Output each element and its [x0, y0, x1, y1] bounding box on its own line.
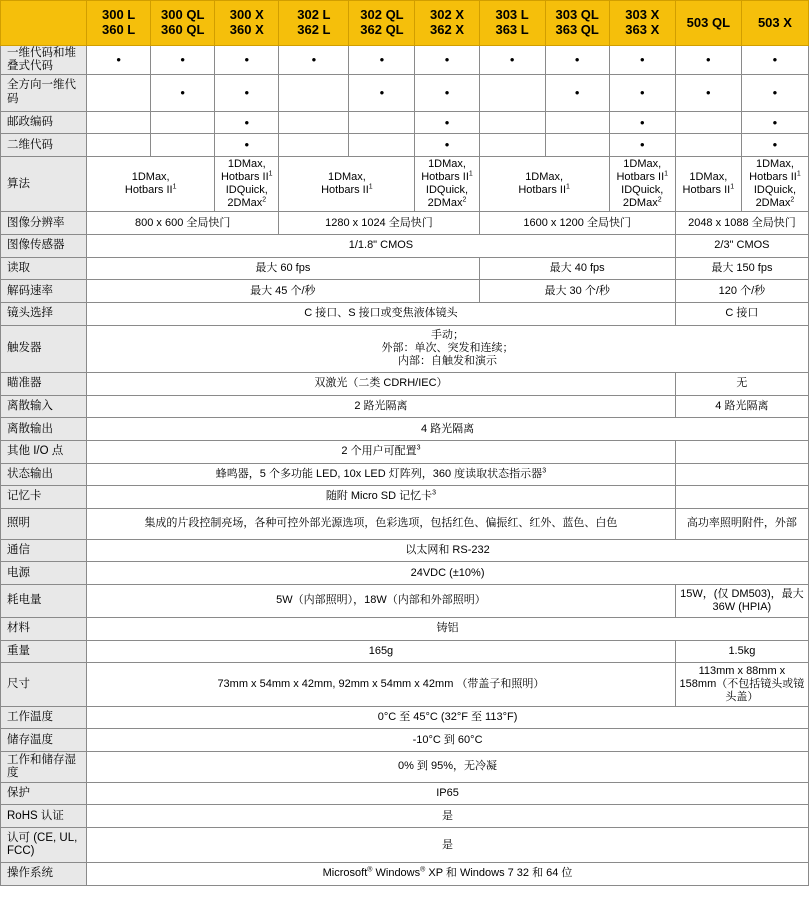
support-dot: •: [87, 46, 151, 74]
row-label: 镜头选择: [1, 302, 87, 325]
spec-value: 2048 x 1088 全局快门: [675, 212, 808, 235]
spec-value-line: [418, 171, 475, 184]
spec-text: 1DMax,: [623, 157, 662, 170]
model-name: 362 L: [297, 22, 331, 38]
footnote-mark: ®: [367, 866, 373, 874]
row-operating-temp: [1, 706, 809, 729]
support-dot: •: [349, 46, 415, 74]
model-header: [545, 1, 609, 46]
spec-value: [675, 440, 808, 463]
spec-value: [151, 134, 215, 157]
spec-value-line: [425, 867, 572, 879]
model-name: 362 QL: [360, 22, 404, 38]
spec-value: [415, 156, 479, 211]
row-rohs: [1, 805, 809, 828]
row-2d: [1, 134, 809, 157]
support-dot: •: [151, 46, 215, 74]
spec-value: 最大 60 fps: [87, 257, 479, 280]
spec-value-line: [218, 158, 275, 171]
row-label: 通信: [1, 539, 87, 562]
spec-text: Hotbars II: [220, 170, 269, 183]
row-label: 工作温度: [1, 706, 87, 729]
support-dot: •: [741, 111, 808, 134]
spec-text: Hotbars II: [321, 184, 369, 197]
spec-text: 1DMax,: [131, 170, 170, 183]
spec-value: 4 路光隔离: [675, 395, 808, 418]
model-name: 300 L: [102, 7, 136, 23]
model-name: 363 L: [495, 22, 529, 38]
row-label: 图像传感器: [1, 234, 87, 257]
row-other-io: [1, 440, 809, 463]
support-dot: •: [415, 74, 479, 111]
spec-value: [675, 486, 808, 509]
spec-value: -10°C 到 60°C: [87, 729, 809, 752]
row-os: [1, 863, 809, 886]
spec-value: 113mm x 88mm x 158mm（不包括镜头或镜头盖）: [675, 663, 808, 706]
row-protection: [1, 782, 809, 805]
model-header: [215, 1, 279, 46]
row-label: 触发器: [1, 325, 87, 372]
spec-value: [279, 111, 349, 134]
spec-value-line: [90, 490, 672, 503]
support-dot: •: [415, 134, 479, 157]
spec-value-line: [483, 184, 606, 197]
row-postal: [1, 111, 809, 134]
support-dot: •: [545, 74, 609, 111]
spec-text: 2 个用户可配置: [341, 445, 417, 458]
spec-text: 2DMax: [755, 197, 791, 210]
spec-value: [349, 111, 415, 134]
spec-value: [151, 111, 215, 134]
spec-value: 最大 45 个/秒: [87, 280, 479, 303]
model-name: 360 L: [102, 22, 136, 38]
row-label: 离散输出: [1, 418, 87, 441]
spec-value-line: [323, 867, 373, 879]
row-label: 二维代码: [1, 134, 87, 157]
footnote-mark: 2: [462, 196, 467, 204]
row-label: 全方向一维代码: [1, 74, 87, 111]
row-label: 材料: [1, 618, 87, 641]
spec-value-line: [218, 184, 275, 197]
footnote-mark: 1: [172, 183, 177, 191]
row-power: [1, 562, 809, 585]
model-header: [741, 1, 808, 46]
spec-value: 1/1.8" CMOS: [87, 234, 676, 257]
row-algorithm: [1, 156, 809, 211]
row-label: 尺寸: [1, 663, 87, 706]
footnote-mark: 3: [416, 444, 421, 452]
spec-text: IDQuick,: [425, 184, 469, 197]
spec-value: [87, 134, 151, 157]
support-dot: •: [675, 46, 741, 74]
model-header: [609, 1, 675, 46]
model-name: 302 X: [430, 7, 465, 23]
spec-text: Hotbars II: [124, 184, 173, 197]
spec-text: 1DMax,: [227, 157, 266, 170]
footnote-mark: 2: [790, 196, 795, 204]
spec-value: [675, 134, 741, 157]
spec-value-line: [282, 184, 411, 197]
spec-value: [741, 156, 808, 211]
model-header: [87, 1, 151, 46]
spec-value: [675, 156, 741, 211]
row-label: 储存温度: [1, 729, 87, 752]
row-label: RoHS 认证: [1, 805, 87, 828]
spec-value: 最大 30 个/秒: [479, 280, 675, 303]
model-name: 303 L: [495, 7, 529, 23]
support-dot: •: [349, 74, 415, 111]
row-communication: [1, 539, 809, 562]
spec-value: 无: [675, 372, 808, 395]
model-header: [349, 1, 415, 46]
spec-value: IP65: [87, 782, 809, 805]
spec-value-line: [90, 329, 805, 342]
spec-value: 800 x 600 全局快门: [87, 212, 279, 235]
spec-value: 73mm x 54mm x 42mm, 92mm x 54mm x 42mm （带盖子和照明）: [87, 663, 676, 706]
spec-value: 是: [87, 828, 809, 863]
row-label: 瞄准器: [1, 372, 87, 395]
model-name: 360 X: [229, 22, 264, 38]
footnote-mark: 1: [566, 183, 570, 191]
support-dot: •: [215, 134, 279, 157]
model-name: 503 X: [757, 14, 792, 30]
spec-value-line: [282, 171, 411, 184]
spec-value: [675, 463, 808, 486]
spec-value: 0°C 至 45°C (32°F 至 113°F): [87, 706, 809, 729]
spec-text: Windows: [372, 867, 421, 880]
row-discrete-out: [1, 418, 809, 441]
spec-value: 2/3" CMOS: [675, 234, 808, 257]
model-header: [415, 1, 479, 46]
spec-text: 手动；: [431, 329, 465, 341]
footnote-mark: 1: [796, 170, 801, 178]
row-resolution: [1, 212, 809, 235]
spec-value: [545, 134, 609, 157]
model-name: 300 QL: [161, 7, 205, 23]
row-decode-rate: [1, 280, 809, 303]
support-dot: •: [215, 74, 279, 111]
model-name: 302 QL: [360, 7, 404, 23]
model-name: 363 X: [625, 22, 660, 38]
model-header: [479, 1, 545, 46]
row-read: [1, 257, 809, 280]
spec-value: [87, 74, 151, 111]
spec-value: 是: [87, 805, 809, 828]
spec-text: IDQuick,: [225, 184, 268, 197]
spec-value-line: [372, 867, 425, 879]
spec-text: 2DMax: [622, 197, 658, 210]
model-name: 302 L: [297, 7, 331, 23]
spec-text: Hotbars II: [616, 170, 665, 183]
spec-value-line: [418, 158, 475, 171]
model-name: 300 X: [229, 7, 264, 23]
spec-value: [609, 156, 675, 211]
spec-value-line: [90, 171, 211, 184]
row-label: 操作系统: [1, 863, 87, 886]
row-memory-card: [1, 486, 809, 509]
spec-value-line: [745, 158, 805, 171]
spec-value-line: [483, 171, 606, 184]
spec-text: 外部：单次、突发和连续；: [381, 342, 514, 355]
footnote-mark: 2: [262, 196, 267, 204]
row-label: 读取: [1, 257, 87, 280]
spec-value: 集成的片段控制亮场，各种可控外部光源选项，色彩选项，包括红色、偏振红、红外、蓝色、白色: [87, 508, 676, 539]
support-dot: •: [741, 46, 808, 74]
model-header: [151, 1, 215, 46]
spec-text: 1DMax,: [525, 170, 564, 183]
row-aimer: [1, 372, 809, 395]
model-name: 303 QL: [555, 7, 599, 23]
spec-value-line: [745, 184, 805, 197]
row-label: 记忆卡: [1, 486, 87, 509]
footnote-mark: 3: [542, 467, 547, 475]
spec-text: IDQuick,: [621, 184, 664, 197]
spec-value: [349, 134, 415, 157]
model-header: [279, 1, 349, 46]
spec-text: 内部：自触发和演示: [398, 355, 498, 368]
spec-value-line: [218, 197, 275, 210]
footnote-mark: 1: [730, 183, 735, 191]
row-omni-1d: [1, 74, 809, 111]
footnote-mark: 1: [268, 170, 273, 178]
spec-value: 1280 x 1024 全局快门: [279, 212, 479, 235]
row-material: [1, 618, 809, 641]
spec-value-line: [418, 197, 475, 210]
spec-value: [279, 134, 349, 157]
spec-value-line: [613, 171, 672, 184]
spec-value: [87, 863, 809, 886]
model-name: 363 QL: [555, 22, 599, 38]
support-dot: •: [415, 46, 479, 74]
spec-value-line: [745, 197, 805, 210]
spec-value: [87, 463, 676, 486]
footnote-mark: 1: [664, 170, 669, 178]
spec-value: 4 路光隔离: [87, 418, 809, 441]
footnote-mark: 1: [368, 183, 373, 191]
spec-value: [87, 486, 676, 509]
spec-value: 最大 150 fps: [675, 257, 808, 280]
spec-value: [87, 111, 151, 134]
support-dot: •: [741, 134, 808, 157]
spec-value-line: [679, 184, 738, 197]
row-label: 离散输入: [1, 395, 87, 418]
row-label: 邮政编码: [1, 111, 87, 134]
spec-text: Hotbars II: [518, 184, 567, 197]
row-label: 解码速率: [1, 280, 87, 303]
row-trigger: [1, 325, 809, 372]
row-power-consumption: [1, 585, 809, 618]
spec-value-line: [613, 197, 672, 210]
footnote-mark: 2: [657, 196, 662, 204]
model-name: 303 X: [625, 7, 660, 23]
spec-text: 2DMax: [227, 197, 263, 210]
row-status-output: [1, 463, 809, 486]
spec-value: 最大 40 fps: [479, 257, 675, 280]
support-dot: •: [609, 111, 675, 134]
spec-value: 双激光（二类 CDRH/IEC）: [87, 372, 676, 395]
row-discrete-in: [1, 395, 809, 418]
spec-value: 1.5kg: [675, 640, 808, 663]
spec-value: [87, 440, 676, 463]
spec-text: Hotbars II: [749, 170, 797, 183]
row-humidity: [1, 751, 809, 782]
support-dot: •: [609, 46, 675, 74]
footnote-mark: ®: [420, 866, 426, 874]
spec-text: IDQuick,: [753, 184, 797, 197]
spec-value: C 接口、S 接口或变焦液体镜头: [87, 302, 676, 325]
support-dot: •: [279, 46, 349, 74]
spec-value-line: [418, 184, 475, 197]
spec-value-line: [90, 184, 211, 197]
row-weight: [1, 640, 809, 663]
spec-value: [479, 111, 545, 134]
support-dot: •: [609, 134, 675, 157]
spec-value: 120 个/秒: [675, 280, 808, 303]
row-label: 一维代码和堆叠式代码: [1, 46, 87, 74]
spec-text: XP 和 Windows 7 32 和 64 位: [425, 867, 573, 880]
spec-value: 铸铝: [87, 618, 809, 641]
support-dot: •: [215, 46, 279, 74]
row-label: 认可 (CE, UL, FCC): [1, 828, 87, 863]
model-name: 360 QL: [161, 22, 205, 38]
spec-text: 2DMax: [427, 197, 463, 210]
spec-value: 24VDC (±10%): [87, 562, 809, 585]
spec-text: 1DMax,: [327, 170, 366, 183]
spec-value: [479, 74, 545, 111]
spec-value: 高功率照明附件，外部: [675, 508, 808, 539]
header-row: [1, 1, 809, 46]
spec-value-line: [90, 342, 805, 355]
spec-value: [87, 156, 215, 211]
spec-text: Microsoft: [322, 867, 368, 880]
spec-value-line: [613, 184, 672, 197]
spec-value-line: [679, 171, 738, 184]
row-1d-stacked: [1, 46, 809, 74]
spec-value-line: [90, 355, 805, 368]
spec-value: 5W（内部照明），18W（内部和外部照明）: [87, 585, 676, 618]
spec-value-line: [90, 468, 672, 481]
model-header: [675, 1, 741, 46]
spec-value-line: [90, 445, 672, 458]
spec-value: 以太网和 RS-232: [87, 539, 809, 562]
footnote-mark: 1: [468, 170, 473, 178]
model-name: 362 X: [430, 22, 465, 38]
spec-value: 1600 x 1200 全局快门: [479, 212, 675, 235]
spec-text: 1DMax,: [689, 170, 728, 183]
support-dot: •: [545, 46, 609, 74]
row-sensor: [1, 234, 809, 257]
support-dot: •: [675, 74, 741, 111]
support-dot: •: [415, 111, 479, 134]
spec-value: 0% 到 95%，无冷凝: [87, 751, 809, 782]
spec-value: [479, 134, 545, 157]
row-storage-temp: [1, 729, 809, 752]
row-label: 工作和储存湿度: [1, 751, 87, 782]
spec-value-line: [613, 158, 672, 171]
row-label: 照明: [1, 508, 87, 539]
spec-value: 2 路光隔离: [87, 395, 676, 418]
footnote-mark: 3: [432, 489, 437, 497]
row-dimensions: [1, 663, 809, 706]
support-dot: •: [479, 46, 545, 74]
spec-value-line: [745, 171, 805, 184]
row-label: 其他 I/O 点: [1, 440, 87, 463]
spec-text: 1DMax,: [428, 157, 466, 170]
row-label: 状态输出: [1, 463, 87, 486]
row-lighting: [1, 508, 809, 539]
spec-value: [545, 111, 609, 134]
support-dot: •: [609, 74, 675, 111]
support-dot: •: [151, 74, 215, 111]
spec-text: 蜂鸣器，5 个多功能 LED, 10x LED 灯阵列，360 度读取状态指示器: [215, 467, 543, 480]
row-approvals: [1, 828, 809, 863]
spec-text: 随附 Micro SD 记忆卡: [325, 490, 433, 503]
spec-text: Hotbars II: [421, 170, 469, 183]
spec-text: 1DMax,: [755, 157, 794, 170]
spec-value: [87, 325, 809, 372]
row-label: 图像分辨率: [1, 212, 87, 235]
spec-value: [675, 111, 741, 134]
row-lens: [1, 302, 809, 325]
spec-value: [279, 156, 415, 211]
row-label: 保护: [1, 782, 87, 805]
row-label: 耗电量: [1, 585, 87, 618]
spec-value: 15W，(仅 DM503)，最大 36W (HPIA): [675, 585, 808, 618]
spec-value: C 接口: [675, 302, 808, 325]
spec-value-line: [218, 171, 275, 184]
header-corner: [1, 1, 87, 46]
spec-value: [479, 156, 609, 211]
row-label: 电源: [1, 562, 87, 585]
support-dot: •: [215, 111, 279, 134]
model-name: 503 QL: [686, 14, 731, 30]
support-dot: •: [741, 74, 808, 111]
spec-value: [279, 74, 349, 111]
spec-value: [215, 156, 279, 211]
row-label: 算法: [1, 156, 87, 211]
row-label: 重量: [1, 640, 87, 663]
spec-text: Hotbars II: [682, 184, 731, 197]
spec-value: 165g: [87, 640, 676, 663]
